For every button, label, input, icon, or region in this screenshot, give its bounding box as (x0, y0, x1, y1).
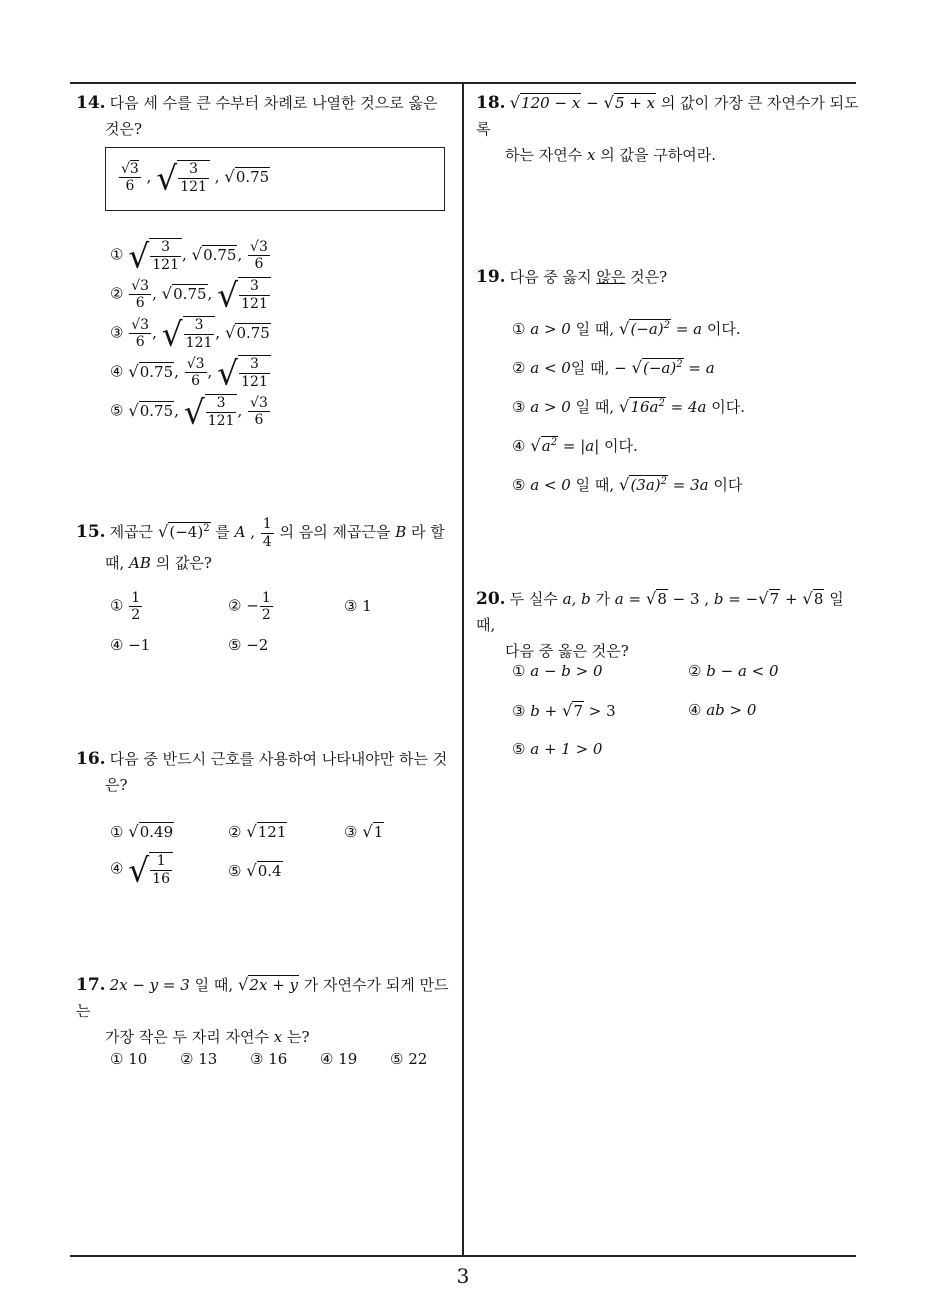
question-15: 15. 제곱근 $√(-4)^2$ 를 A , $\frac{1}{4}$ 의 음의 제곱근을 B 라 할 때, AB 의 값은? (76, 516, 445, 572)
given-numbers: $\frac{√3}{6}$ , √ $\frac{3}{121}$ , √0.75 (121, 158, 270, 197)
q14-option-5[interactable]: ⑤ √0.75, √ $\frac{3}{121}$ , $\frac{√3}{6}$ (110, 392, 268, 431)
q15-option-3[interactable]: ③ 1 (344, 597, 372, 615)
q19-option-1[interactable]: ① a > 0 일 때, $√(-a)^2 = a$ 이다. (512, 319, 741, 338)
q17-option-4[interactable]: ④ 19 (320, 1050, 358, 1068)
q19-option-5[interactable]: ⑤ a < 0 일 때, $√(3a)^2 = 3a$ 이다 (512, 475, 743, 494)
q14-option-4[interactable]: ④ √0.75, $\frac{√3}{6}$ , √ $\frac{3}{121}$ (110, 353, 271, 392)
q16-option-5[interactable]: ⑤ √0.4 (228, 861, 282, 880)
question-text: 다음 세 수를 큰 수부터 차례로 나열한 것으로 옳은 (109, 94, 438, 112)
q19-option-2[interactable]: ② a < 0일 때, − $√(-a)^2 = a$ (512, 358, 715, 377)
question-20: 20. 두 실수 a, b 가 a = √8 − 3 , b = −√7 + √8 일 때, 다음 중 옳은 것은? (476, 589, 844, 660)
root-3-over-121: √ $\frac{3}{121}$ (156, 168, 210, 186)
q15-option-2[interactable]: ② − $\frac{1}{2}$ (228, 590, 271, 624)
q15-option-1[interactable]: ① $\frac{1}{2}$ (110, 590, 141, 624)
question-14 (76, 90, 458, 142)
q20-option-2[interactable]: ② b − a < 0 (688, 662, 779, 680)
q16-option-1[interactable]: ① √0.49 (110, 822, 174, 841)
bottom-rule (70, 1255, 856, 1257)
page-number: 3 (456, 1264, 470, 1288)
question-number: 14. (76, 93, 106, 113)
question-17: 17. 2x − y = 3 일 때, √2x + y 가 자연수가 되게 만드는 가장 작은 두 자리 자연수 x 는? (76, 975, 449, 1046)
q16-option-2[interactable]: ② √121 (228, 822, 287, 841)
q20-option-1[interactable]: ① a − b > 0 (512, 662, 603, 680)
q15-option-5[interactable]: ⑤ −2 (228, 636, 269, 654)
q15-option-4[interactable]: ④ −1 (110, 636, 151, 654)
q17-option-2[interactable]: ② 13 (180, 1050, 218, 1068)
column-divider (462, 83, 464, 1256)
question-number: 18. (476, 93, 506, 113)
question-text-cont: 것은? (105, 120, 143, 138)
fraction-root3-over-6: $\frac{√3}{6}$ (121, 160, 139, 194)
q17-option-1[interactable]: ① 10 (110, 1050, 148, 1068)
q17-option-5[interactable]: ⑤ 22 (390, 1050, 428, 1068)
q16-option-3[interactable]: ③ √1 (344, 822, 384, 841)
q14-option-3[interactable]: ③ $\frac{√3}{6}$ , √ $\frac{3}{121}$ , √0.75 (110, 314, 270, 353)
question-number: 20. (476, 589, 506, 609)
q20-option-3[interactable]: ③ b + √7 > 3 (512, 701, 616, 720)
q14-option-2[interactable]: ② $\frac{√3}{6}$ , √0.75, √ $\frac{3}{121}$ (110, 275, 271, 314)
q19-option-3[interactable]: ③ a > 0 일 때, $√16a^2 = 4a$ 이다. (512, 397, 745, 416)
question-number: 19. (476, 267, 506, 287)
q16-option-4[interactable]: ④ √ $\frac{1}{16}$ (110, 850, 173, 889)
question-number: 15. (76, 522, 106, 542)
question-19: 19. 다음 중 옳지 않은 것은? (476, 267, 668, 287)
q20-option-5[interactable]: ⑤ a + 1 > 0 (512, 740, 603, 758)
question-number: 16. (76, 749, 106, 769)
q14-option-1[interactable]: ① √ $\frac{3}{121}$ , √0.75, $\frac{√3}{6}$ (110, 236, 268, 275)
question-18: 18. √120 − x − √5 + x 의 값이 가장 큰 자연수가 되도록 하는 자연수 x 의 값을 구하여라. (476, 93, 859, 164)
q19-option-4[interactable]: ④ $√a^2 = |a|$ 이다. (512, 436, 638, 455)
root-0-75: √0.75 (224, 166, 270, 186)
q17-option-3[interactable]: ③ 16 (250, 1050, 288, 1068)
question-number: 17. (76, 975, 106, 995)
question-16: 16. 다음 중 반드시 근호를 사용하여 나타내야만 하는 것 은? (76, 749, 448, 794)
q20-option-4[interactable]: ④ ab > 0 (688, 701, 757, 719)
